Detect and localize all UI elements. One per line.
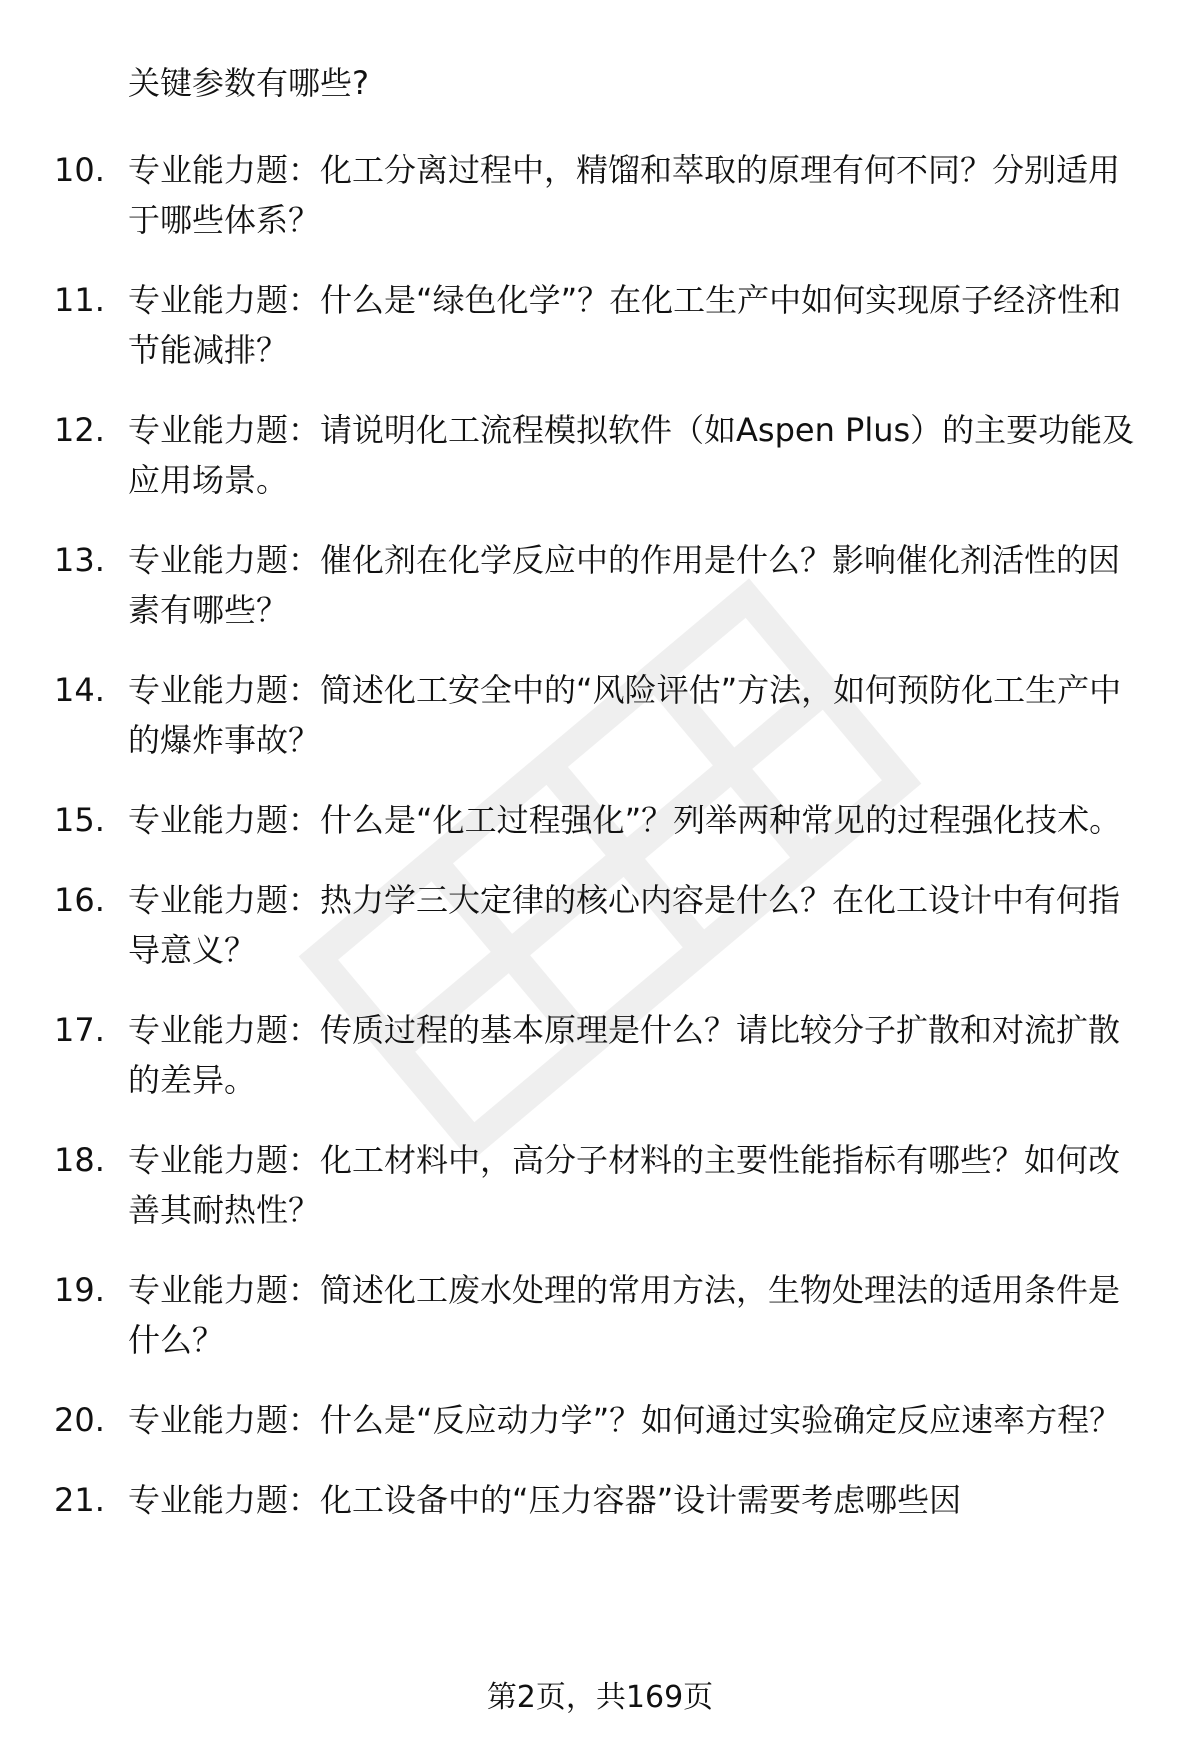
question-number: 16. <box>54 881 105 919</box>
question-item <box>0 875 1200 975</box>
question-text: 专业能力题：什么是“化工过程强化”？列举两种常见的过程强化技术。 <box>128 801 1122 839</box>
question-number: 13. <box>54 541 105 579</box>
question-item <box>0 795 1200 845</box>
question-number: 14. <box>54 671 105 709</box>
question-text: 专业能力题：请说明化工流程模拟软件（如Aspen Plus）的主要功能及应用场景。 <box>128 411 1135 499</box>
question-item <box>0 275 1200 375</box>
question-number: 20. <box>54 1401 105 1439</box>
question-number: 19. <box>54 1271 105 1309</box>
question-text: 专业能力题：什么是“反应动力学”？如何通过实验确定反应速率方程？ <box>128 1401 1122 1439</box>
question-item <box>0 1395 1200 1445</box>
question-text: 专业能力题：简述化工安全中的“风险评估”方法，如何预防化工生产中的爆炸事故？ <box>128 671 1122 759</box>
question-number: 15. <box>54 801 105 839</box>
question-item <box>0 1475 1200 1525</box>
question-item <box>0 535 1200 635</box>
question-number: 10. <box>54 151 105 189</box>
question-item <box>0 1135 1200 1235</box>
question-item <box>0 145 1200 245</box>
continuation-text: 关键参数有哪些? <box>128 64 369 102</box>
question-number: 11. <box>54 281 105 319</box>
question-text: 专业能力题：化工设备中的“压力容器”设计需要考虑哪些因 <box>128 1481 962 1519</box>
question-number: 12. <box>54 411 105 449</box>
question-number: 21. <box>54 1481 105 1519</box>
question-item <box>0 405 1200 505</box>
question-text: 专业能力题：化工材料中，高分子材料的主要性能指标有哪些？如何改善其耐热性？ <box>128 1141 1121 1229</box>
question-list <box>0 145 1200 1555</box>
page-footer: 第2页，共169页 <box>486 1680 714 1715</box>
question-text: 专业能力题：化工分离过程中，精馏和萃取的原理有何不同？分别适用于哪些体系？ <box>128 151 1121 239</box>
question-text: 专业能力题：简述化工废水处理的常用方法，生物处理法的适用条件是什么？ <box>128 1271 1121 1359</box>
question-text: 专业能力题：什么是“绿色化学”？在化工生产中如何实现原子经济性和节能减排？ <box>128 281 1122 369</box>
question-item <box>0 665 1200 765</box>
question-item <box>0 1265 1200 1365</box>
question-text: 专业能力题：热力学三大定律的核心内容是什么？在化工设计中有何指导意义？ <box>128 881 1121 969</box>
question-text: 专业能力题：传质过程的基本原理是什么？请比较分子扩散和对流扩散的差异。 <box>128 1011 1121 1099</box>
question-text: 专业能力题：催化剂在化学反应中的作用是什么？影响催化剂活性的因素有哪些？ <box>128 541 1121 629</box>
question-number: 17. <box>54 1011 105 1049</box>
question-number: 18. <box>54 1141 105 1179</box>
question-item <box>0 1005 1200 1105</box>
